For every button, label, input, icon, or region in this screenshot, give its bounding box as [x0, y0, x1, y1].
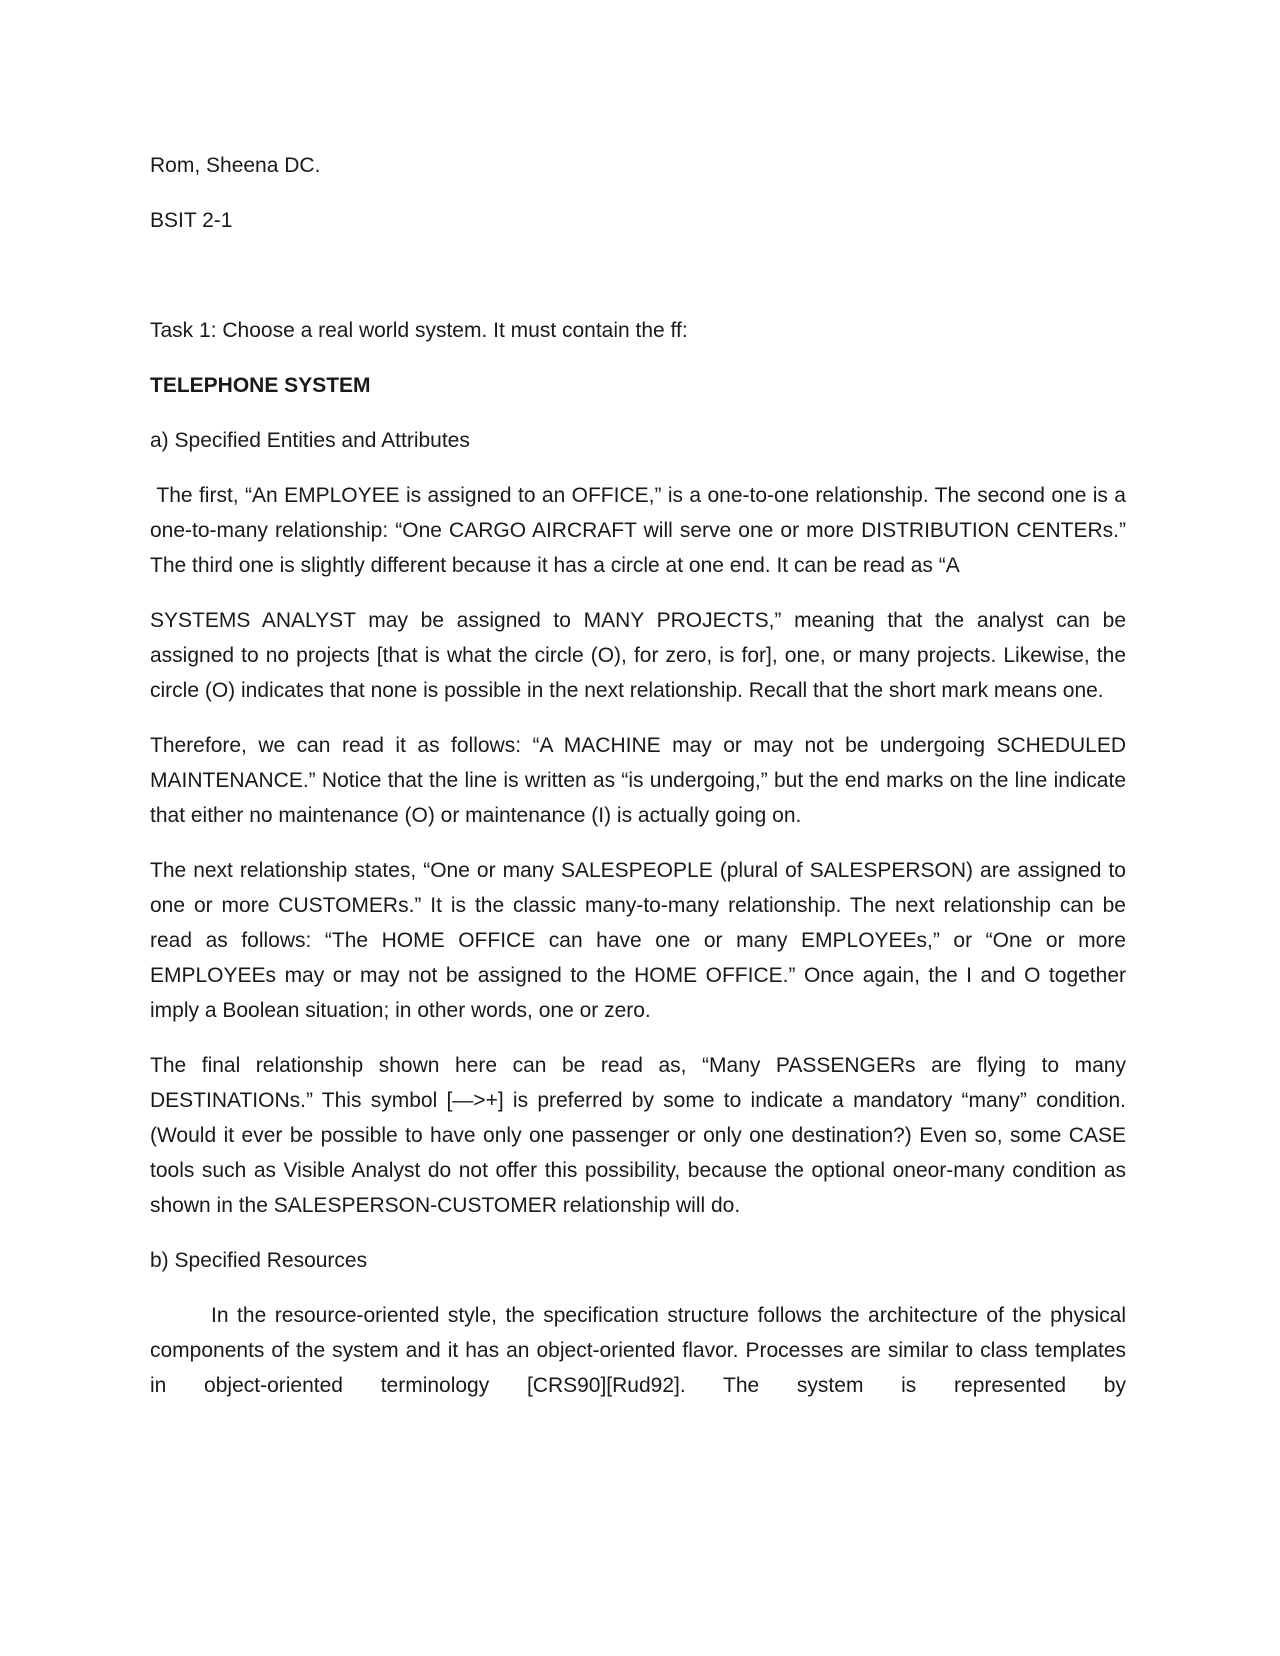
- section-b-heading: b) Specified Resources: [150, 1249, 368, 1272]
- section-a-heading: a) Specified Entities and Attributes: [150, 429, 470, 452]
- section-a-paragraph-2: SYSTEMS ANALYST may be assigned to MANY PROJECTS,” meaning that the analyst can be assigned to no projects [that is what the circle (O), for zero, is for], one, or many projects. Likewise, the circle (O) indicates that none is possible in the next relationship. Recall that the short mark means one.: [150, 609, 1126, 702]
- document-page: [150, 148, 1132, 1423]
- section-a-paragraph-1: The first, “An EMPLOYEE is assigned to an OFFICE,” is a one-to-one relationship. The second one is a one-to-many relationship: “One CARGO AIRCRAFT will serve one or more DISTRIBUTION CENTERs.” The third one is slightly different because it has a circle at one end. It can be read as “A: [150, 484, 1132, 577]
- section-a-paragraph-4: The next relationship states, “One or many SALESPEOPLE (plural of SALESPERSON) are assigned to one or more CUSTOMERs.” It is the classic many-to-many relationship. The next relationship can be read as follows: “The HOME OFFICE can have one or many EMPLOYEEs,” or “One or more EMPLOYEEs may or may not be assigned to the HOME OFFICE.” Once again, the I and O together imply a Boolean situation; in other words, one or zero.: [150, 859, 1126, 1022]
- student-name: Rom, Sheena DC.: [150, 154, 321, 177]
- task-title: Task 1: Choose a real world system. It must contain the ff:: [150, 319, 688, 342]
- spacer: [150, 258, 1126, 313]
- section-b-paragraph: In the resource-oriented style, the specification structure follows the architecture of the physical components of the system and it has an object-oriented flavor. Processes are similar to class templates in object-oriented terminology [CRS90][Rud92]. The system is represented by: [150, 1304, 1126, 1397]
- student-section: BSIT 2-1: [150, 209, 233, 232]
- section-a-paragraph-5: The final relationship shown here can be read as, “Many PASSENGERs are flying to many DESTINATIONs.” This symbol [—>+] is preferred by some to indicate a mandatory “many” condition. (Would it ever be possible to have only one passenger or only one destination?) Even so, some CASE tools such as Visible Analyst do not offer this possibility, because the optional oneor-many condition as shown in the SALESPERSON-CUSTOMER relationship will do.: [150, 1054, 1126, 1217]
- system-name-heading: TELEPHONE SYSTEM: [150, 374, 371, 397]
- section-a-paragraph-3: Therefore, we can read it as follows: “A MACHINE may or may not be undergoing SCHEDULED MAINTENANCE.” Notice that the line is written as “is undergoing,” but the end marks on the line indicate that either no maintenance (O) or maintenance (I) is actually going on.: [150, 734, 1126, 827]
